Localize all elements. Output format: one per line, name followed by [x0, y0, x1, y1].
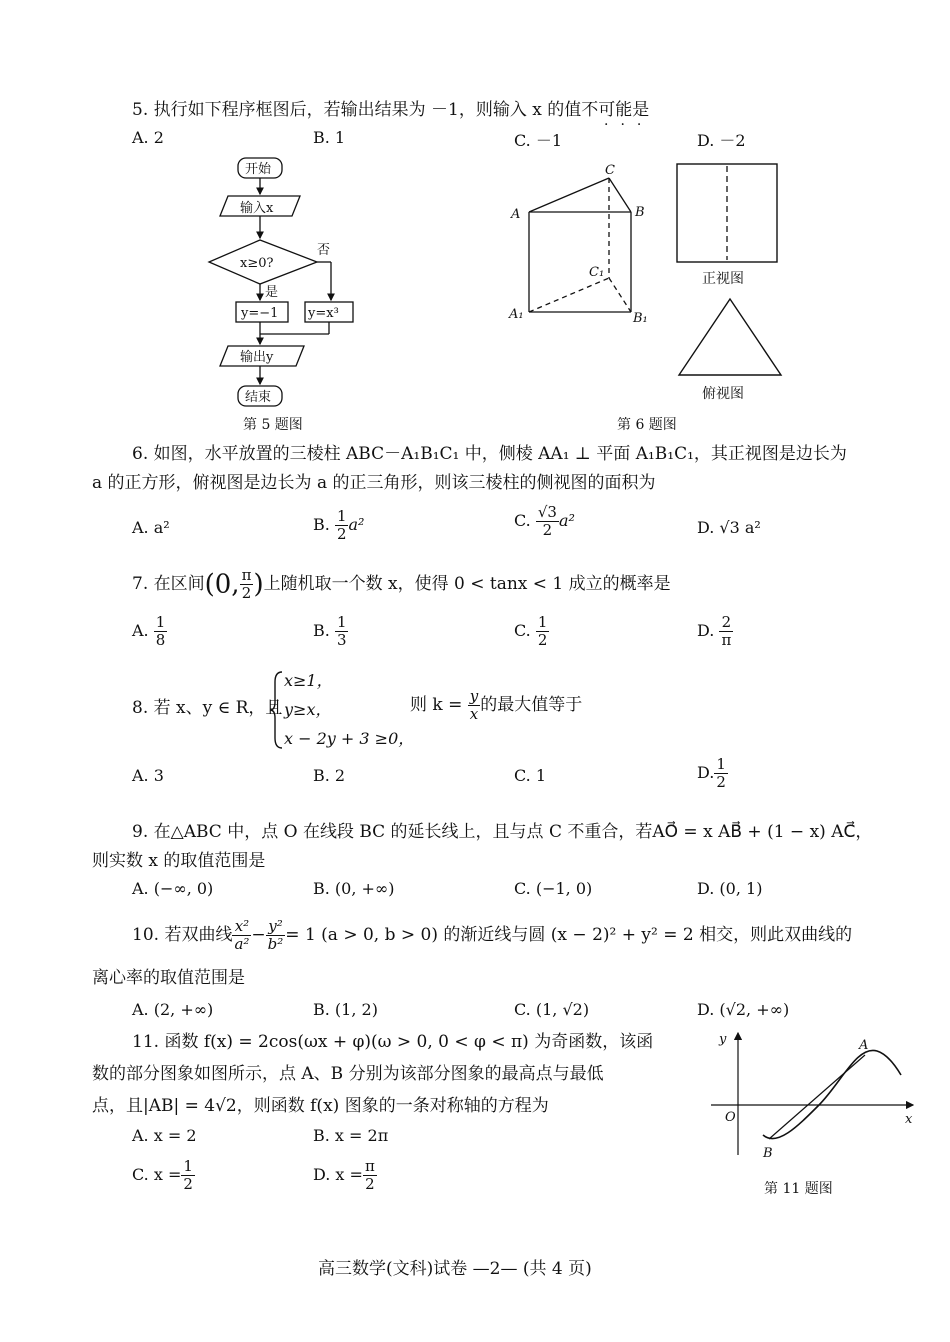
vertex-b: B	[635, 205, 645, 220]
q11-option-b: B. x = 2π	[313, 1126, 389, 1145]
q9-line1: 9. 在△ABC 中，点 O 在线段 BC 的延长线上，且与点 C 不重合，若AO⃗ = x AB⃗ + (1 − x) AC⃗，	[132, 822, 873, 842]
q6-option-b: B. $\frac{1}{2}$ a²	[313, 507, 365, 543]
flow-left-assign-label: y=−1	[241, 306, 279, 321]
q9-option-c: C. (−1, 0)	[514, 879, 593, 898]
q5-option-b: B. 1	[313, 128, 346, 147]
q8-option-d: D. $\frac{1}{2}$	[697, 755, 726, 791]
vertex-c1: C₁	[589, 265, 605, 280]
graph-point-a: A	[859, 1038, 869, 1053]
q6-line1: 6. 如图，水平放置的三棱柱 ABC－A₁B₁C₁ 中，侧棱 AA₁ ⊥ 平面 A₁B₁C₁，其正视图是边长为	[132, 444, 847, 464]
q8-condition-1: x≥1，	[284, 671, 333, 690]
front-view-label: 正视图	[702, 271, 744, 287]
segment-ab	[769, 1055, 865, 1139]
q11-figure-caption: 第 11 题图	[764, 1181, 833, 1197]
prism-figure	[505, 160, 655, 330]
q9-option-a: A. (−∞, 0)	[132, 879, 214, 898]
q9-option-b: B. (0, +∞)	[313, 879, 395, 898]
q11-option-a: A. x = 2	[132, 1126, 197, 1145]
q11-option-d: D. x = $\frac{\pi}{2}$	[313, 1157, 375, 1193]
flow-yes-label: 是	[265, 285, 279, 300]
flow-input-label: 输入x	[240, 201, 274, 216]
page-footer: 高三数学(文科)试卷 —2— (共 4 页)	[318, 1259, 592, 1279]
q11-line2: 数的部分图象如图所示，点 A、B 分别为该部分图象的最高点与最低	[92, 1064, 604, 1084]
q11-line3: 点，且|AB| = 4√2，则函数 f(x) 图象的一条对称轴的方程为	[92, 1096, 549, 1116]
flowchart	[195, 150, 355, 410]
front-view-figure	[675, 162, 780, 264]
q8-condition-2: y≥x，	[284, 700, 332, 719]
graph-y-label: y	[719, 1032, 727, 1047]
q7-option-a: A. $\frac{1}{8}$	[132, 613, 166, 649]
q5-option-a: A. 2	[132, 128, 164, 147]
q9-line2: 则实数 x 的取值范围是	[92, 851, 266, 871]
vertex-a1: A₁	[509, 307, 524, 322]
emphasis-dots: ···	[604, 117, 654, 133]
q8-stem-pre: 8. 若 x、y ∈ R，且	[132, 698, 283, 718]
q7-stem: 7. 在区间(0, $\frac{\pi}{2}$ )上随机取一个数 x，使得 0 < tanx < 1 成立的概率是	[132, 566, 671, 602]
q6-figure-caption: 第 6 题图	[617, 417, 677, 433]
q8-condition-3: x − 2y + 3 ≥0，	[284, 729, 415, 748]
q8-option-b: B. 2	[313, 766, 346, 785]
flow-end-label: 结束	[245, 390, 272, 405]
vertex-c: C	[605, 163, 615, 178]
q7-option-d: D. $\frac{2}{\pi}$	[697, 613, 732, 649]
q10-option-b: B. (1, 2)	[313, 1000, 378, 1019]
sine-graph-figure	[705, 1025, 925, 1165]
q6-line2: a 的正方形，俯视图是边长为 a 的正三角形，则该三棱柱的侧视图的面积为	[92, 473, 656, 493]
graph-point-b: B	[763, 1146, 773, 1161]
vertex-a: A	[511, 207, 521, 222]
graph-x-label: x	[905, 1112, 913, 1127]
flow-output-label: 输出y	[240, 350, 274, 365]
q8-brace	[268, 670, 284, 750]
q7-option-c: C. $\frac{1}{2}$	[514, 613, 548, 649]
q10-option-a: A. (2, +∞)	[132, 1000, 214, 1019]
flow-start-label: 开始	[245, 162, 272, 177]
q11-line1: 11. 函数 f(x) = 2cos(ωx + φ)(ω > 0, 0 < φ < π) 为奇函数，该函	[132, 1032, 654, 1052]
flow-cond-label: x≥0?	[240, 256, 274, 271]
q11-option-c: C. x = $\frac{1}{2}$	[132, 1157, 193, 1193]
q10-option-c: C. (1, √2)	[514, 1000, 590, 1019]
q6-option-d: D. √3 a²	[697, 518, 761, 537]
graph-origin-label: O	[725, 1110, 736, 1125]
q10-line2: 离心率的取值范围是	[92, 968, 245, 988]
q9-option-d: D. (0, 1)	[697, 879, 763, 898]
q8-option-a: A. 3	[132, 766, 164, 785]
q5-option-c: C. －1	[514, 131, 563, 150]
q8-option-c: C. 1	[514, 766, 547, 785]
q5-stem: 5. 执行如下程序框图后，若输出结果为 －1，则输入 x 的值不可能是	[132, 100, 650, 120]
q6-option-a: A. a²	[132, 518, 170, 537]
q8-stem-post: 则 k = $\frac{y}{x}$ 的最大值等于	[410, 687, 583, 723]
q5-figure-caption: 第 5 题图	[243, 417, 303, 433]
q10-option-d: D. (√2, +∞)	[697, 1000, 790, 1019]
top-view-label: 俯视图	[702, 386, 744, 402]
q7-option-b: B. $\frac{1}{3}$	[313, 613, 347, 649]
q6-option-c: C. $\frac{√3}{2}$ a²	[514, 503, 575, 539]
q10-line1: 10. 若双曲线 $\frac{\text{x²}}{\text{a²}}$ − $\frac{\text{y²}}{\text{b²}}$ = 1 (a > 0, b > 0) 的渐近线与圆 (x − 2)² + y² = 2 相交，则此双曲线的	[132, 917, 853, 953]
top-view-figure	[675, 296, 785, 378]
vertex-b1: B₁	[633, 311, 648, 326]
flow-no-label: 否	[317, 243, 331, 258]
q5-option-d: D. －2	[697, 131, 746, 150]
flow-right-assign-label: y=x³	[308, 306, 339, 321]
